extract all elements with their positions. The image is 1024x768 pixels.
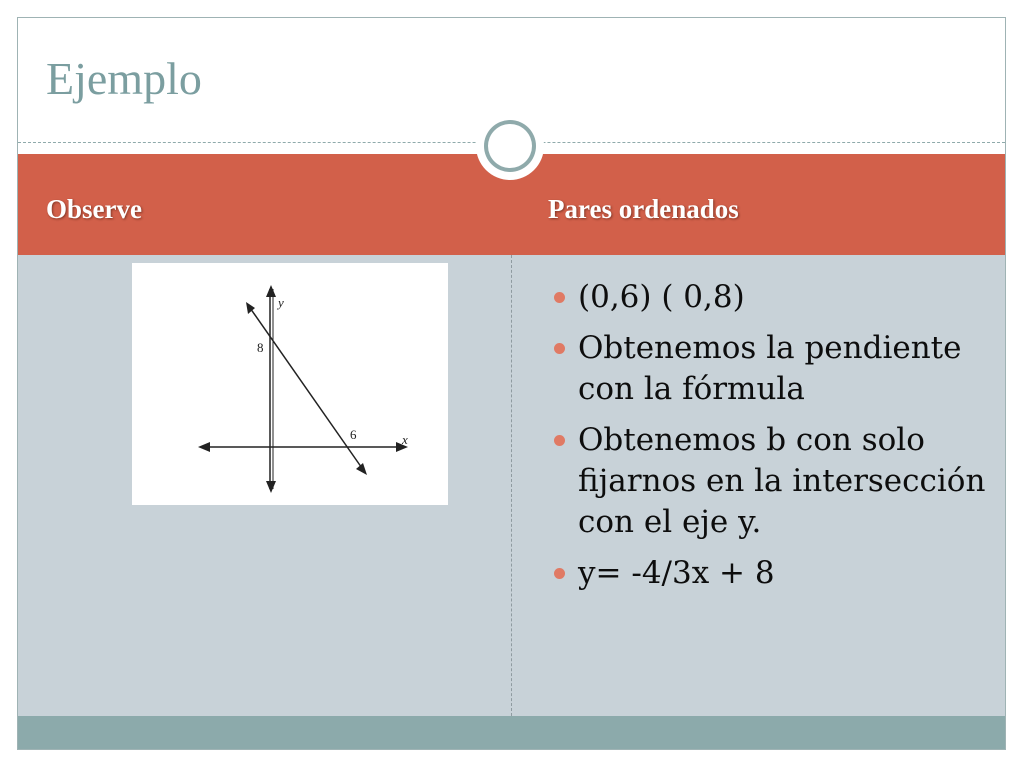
- x-axis-label: x: [402, 432, 408, 447]
- bullet-item: Obtenemos la pendiente con la fórmula: [550, 328, 990, 410]
- bullet-dot-icon: [554, 568, 565, 579]
- y-intercept-label: 8: [257, 340, 264, 355]
- column-divider: [511, 255, 512, 716]
- bullet-item: (0,6) ( 0,8): [550, 277, 990, 318]
- table-body-row: [18, 255, 1005, 716]
- y-axis-label: y: [278, 295, 284, 310]
- x-intercept-label: 6: [350, 427, 357, 442]
- y-axis-up-arrow-icon: [266, 285, 276, 297]
- bullet-item: y= -4/3x + 8: [550, 553, 990, 594]
- graph-line: [248, 305, 364, 471]
- line-graph-image: [132, 263, 448, 505]
- bullet-dot-icon: [554, 435, 565, 446]
- header-observe: Observe: [46, 194, 142, 224]
- line-bottom-arrow-icon: [356, 463, 367, 475]
- footer-band: [18, 716, 1005, 749]
- header-pares-ordenados: Pares ordenados: [548, 194, 739, 224]
- line-graph: [132, 263, 448, 505]
- bullet-list: [550, 277, 990, 604]
- y-axis-down-arrow-icon: [266, 481, 276, 493]
- slide-title: Ejemplo: [46, 53, 202, 104]
- x-axis-left-arrow-icon: [198, 442, 210, 452]
- bullet-dot-icon: [554, 343, 565, 354]
- bullet-dot-icon: [554, 292, 565, 303]
- circle-ornament-icon: [476, 112, 544, 180]
- bullet-item: Obtenemos b con solo fijarnos en la intersección con el eje y.: [550, 420, 990, 543]
